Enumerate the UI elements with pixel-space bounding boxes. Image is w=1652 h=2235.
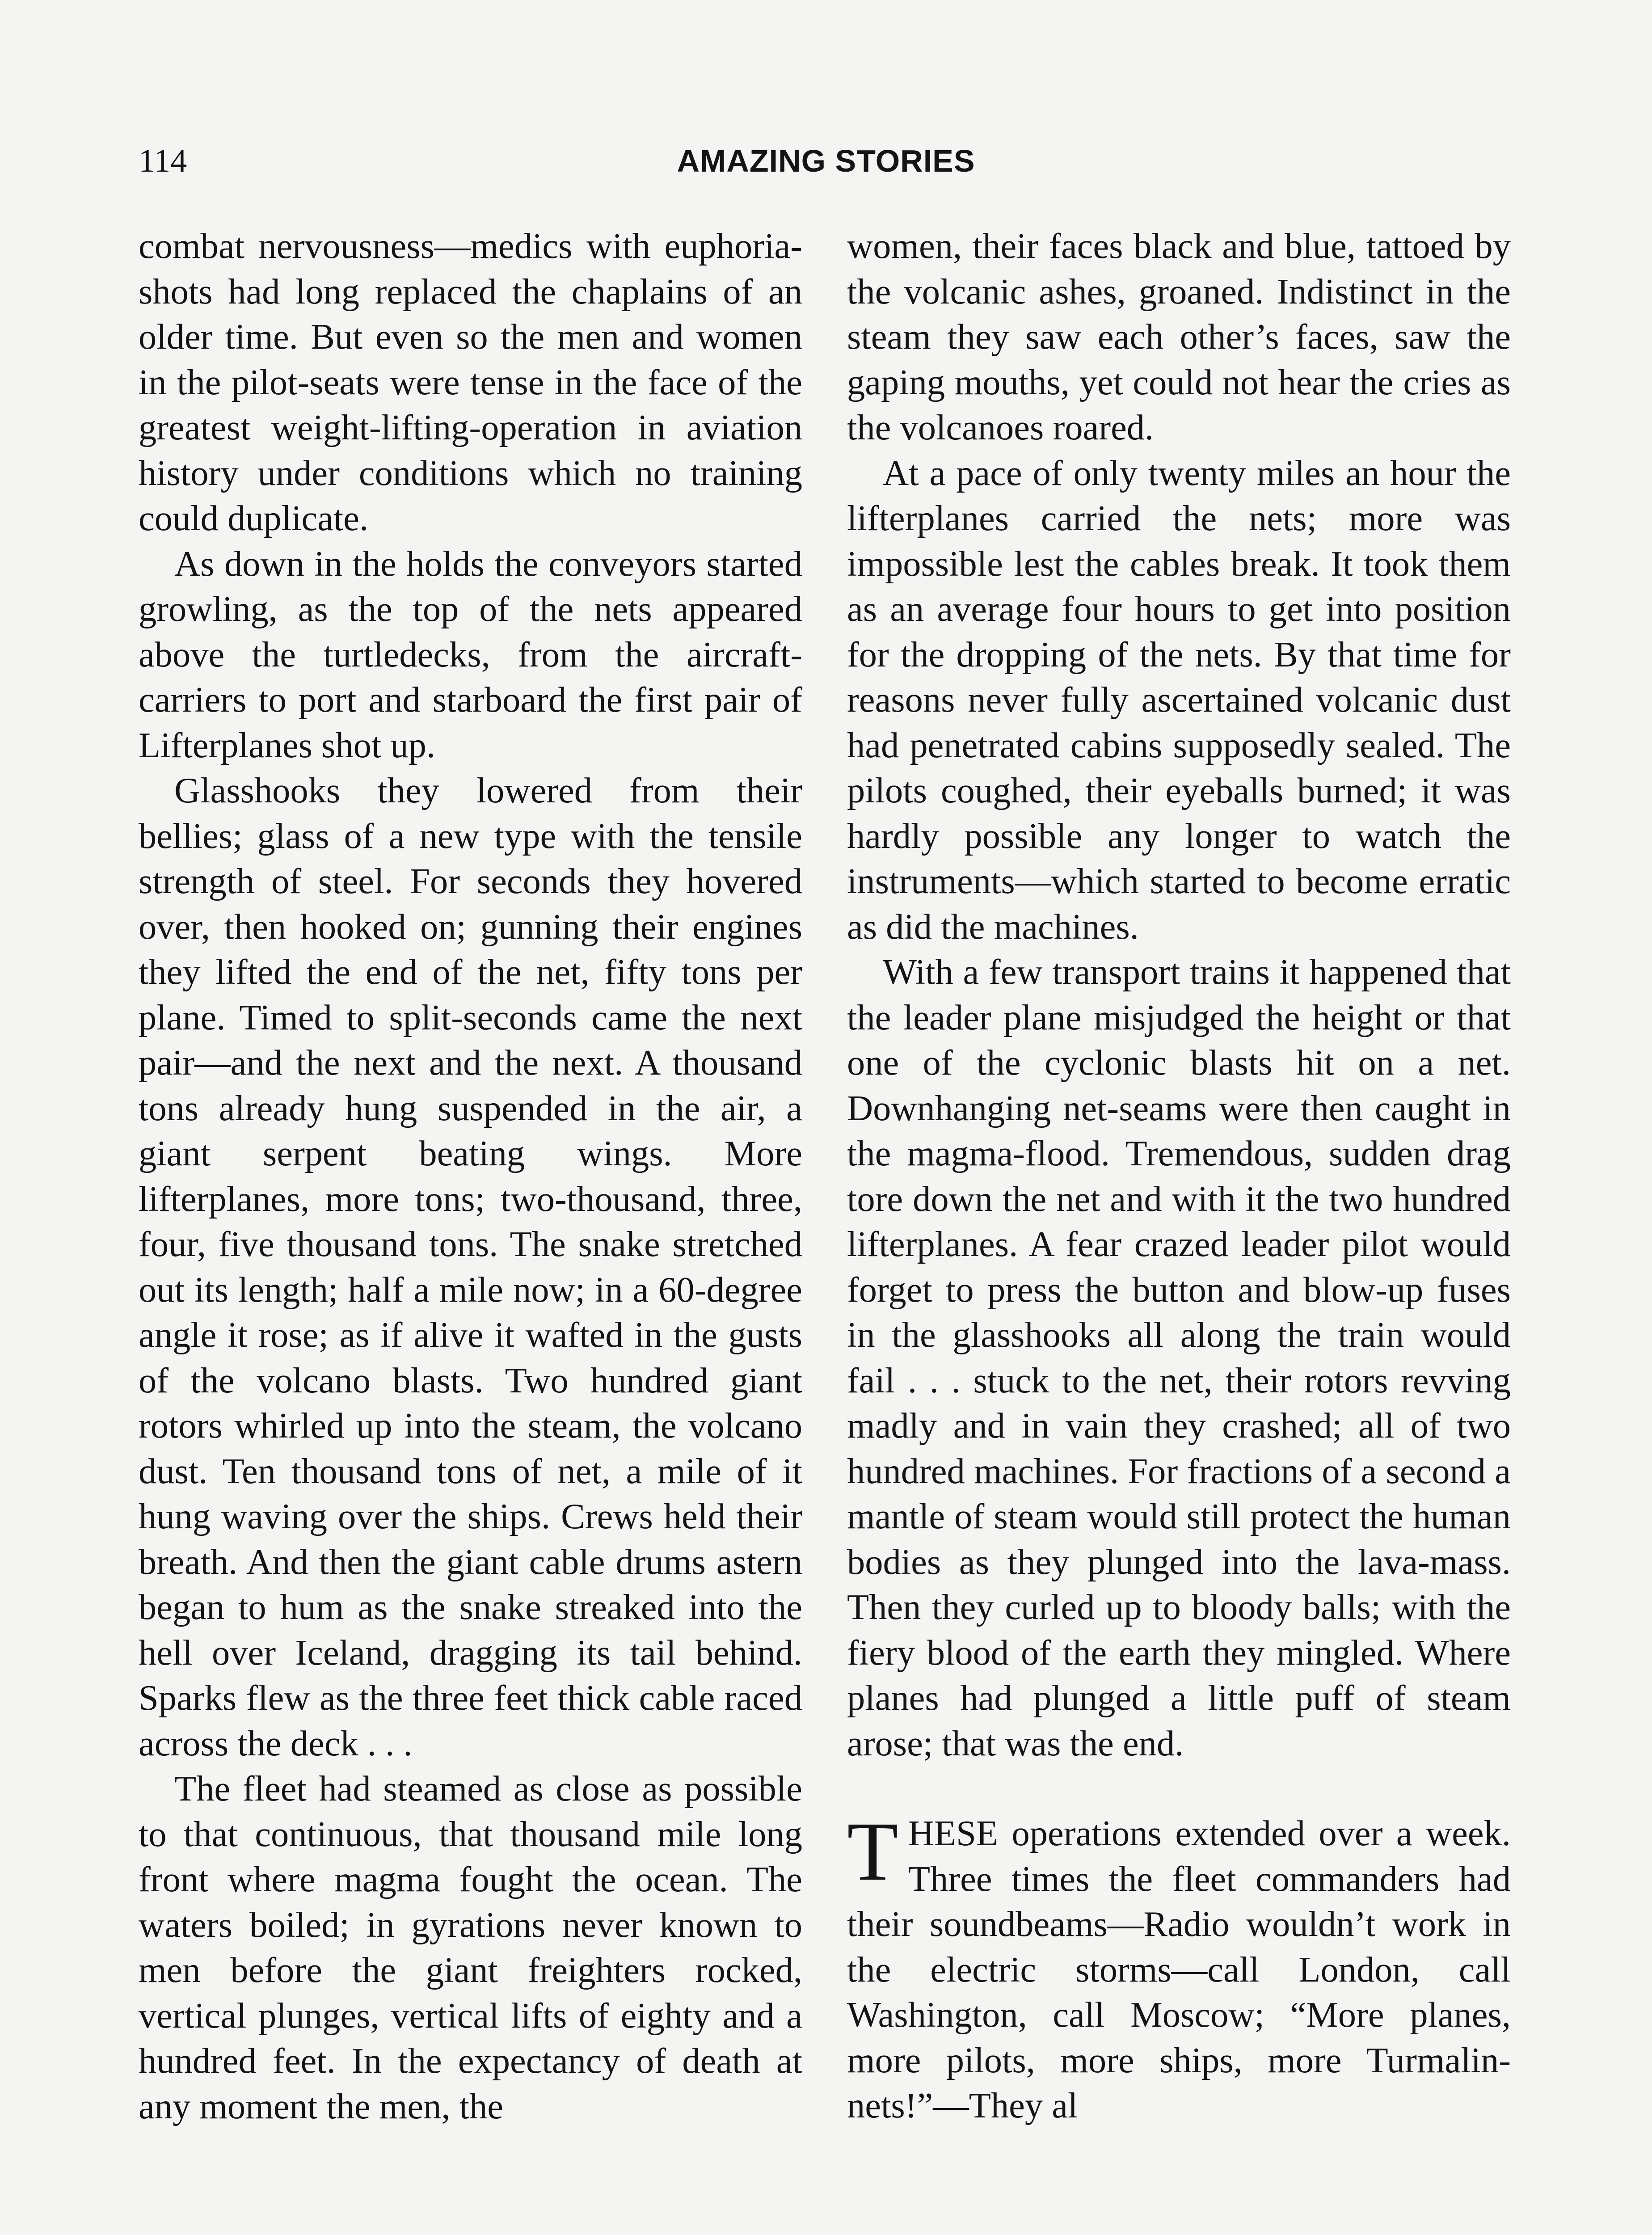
drop-cap: T [847,1805,898,1898]
paragraph: combat nervousness—medics with euphoria-shots had long replaced the chaplains of an older time. But even so the men and women in the pilot-seats were tense in the face of the greatest weight-lifting-operation in aviation history under conditions which no training could duplicate. [139,226,802,538]
running-head [139,136,1513,186]
section-paragraph-text: HESE operations extended over a week. Three times the fleet commanders had their soundbeams—Radio wouldn’t work in the electric storms—call London, call Washington, call Moscow; “More planes, more pilots, more ships, more Turmalin-nets!”—They al [847,1813,1511,2125]
left-column [139,224,802,2129]
paragraph: women, their faces black and blue, tattoed by the volcanic ashes, groaned. Indistinct in the steam they saw each other’s faces, saw the gaping mouths, yet could not hear the cries as the volcanoes roared. [847,226,1511,447]
page-number: 114 [139,143,187,179]
paragraph: As down in the holds the conveyors started growling, as the top of the nets appeared above the turtledecks, from the aircraft-carriers to port and starboard the first pair of Lifterplanes shot up. [139,544,802,765]
magazine-title: AMAZING STORIES [677,143,975,178]
section-opening-paragraph [847,1805,1511,2129]
paragraph: Glasshooks they lowered from their bellies; glass of a new type with the tensile strength of steel. For seconds they hovered over, then hooked on; gunning their engines they lifted the end of the net, fifty tons per plane. Timed to split-seconds came the next pair—and the next and the next. A thousand tons already hung suspended in the air, a giant serpent beating wings. More lifterplanes, more tons; two-thousand, three, four, five thousand tons. The snake stretched out its length; half a mile now; in a 60-degree angle it rose; as if alive it wafted in the gusts of the volcano blasts. Two hundred giant rotors whirled up into the steam, the volcano dust. Ten thousand tons of net, a mile of it hung waving over the ships. Crews held their breath. And then the giant cable drums astern began to hum as the snake streaked into the hell over Iceland, dragging its tail behind. Sparks flew as the three feet thick cable raced across the deck . . . [139,771,802,1763]
paragraph: At a pace of only twenty miles an hour the lifterplanes carried the nets; more was impossible lest the cables break. It took them as an average four hours to get into position for the dropping of the nets. By that time for reasons never fully ascertained volcanic dust had penetrated cabins supposedly sealed. The pilots coughed, their eyeballs burned; it was hardly possible any longer to watch the instruments—which started to become erratic as did the machines. [847,453,1511,947]
paragraph: The fleet had steamed as close as possible to that continuous, that thousand mile long front where magma fought the ocean. The waters boiled; in gyrations never known to men before the giant freighters rocked, vertical plunges, vertical lifts of eighty and a hundred feet. In the expectancy of death at any moment the men, the [139,1769,802,2126]
section-break [847,1766,1511,1811]
paragraph: With a few transport trains it happened that the leader plane misjudged the height or that one of the cyclonic blasts hit on a net. Downhanging net-seams were then caught in the magma-flood. Tremendous, sudden drag tore down the net and with it the two hundred lifterplanes. A fear crazed leader pilot would forget to press the button and blow-up fuses in the glasshooks all along the train would fail . . . stuck to the net, their rotors revving madly and in vain they crashed; all of two hundred machines. For fractions of a second a mantle of steam would still protect the human bodies as they plunged into the lava-mass. Then they curled up to bloody balls; with the fiery blood of the earth they mingled. Where planes had plunged a little puff of steam arose; that was the end. [847,952,1511,1763]
right-column [847,224,1511,2129]
